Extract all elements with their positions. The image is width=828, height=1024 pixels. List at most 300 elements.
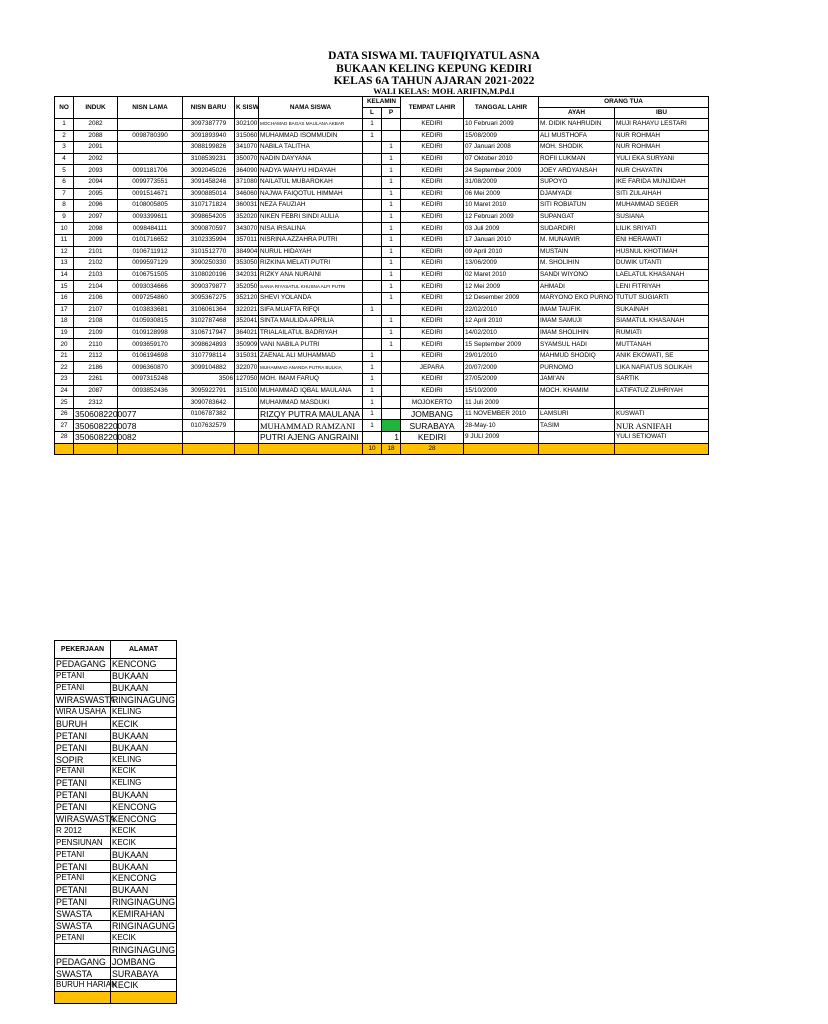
cell-ibu: SUKAINAH [615,304,709,316]
cell-nama: NISRINA AZZAHRA PUTRI [259,234,363,246]
cell-ibu: YULI EKA SURYANI [615,153,709,165]
cell-tgl: 10 Maret 2010 [464,200,539,212]
cell-induk: 2106 [74,292,118,304]
cell-tempat: KEDIRI [401,374,464,386]
cell-nama: NADIN DAYYANA [259,153,363,165]
cell-p: 1 [382,176,401,188]
total-p: 18 [382,443,401,455]
cell-ayah: TASIM [539,420,615,432]
table-row [55,397,709,409]
cell-alamat: BUKAAN [111,670,177,682]
table-row [55,777,177,789]
cell-l [363,165,382,177]
cell-induk: 2110 [74,339,118,351]
cell-ibu: NUR ASNIFAH [615,420,709,432]
col-orang-tua: ORANG TUA [539,97,709,108]
table-row [55,339,709,351]
table-row [55,825,177,837]
cell-ks [235,408,259,420]
table-row [55,801,177,813]
cell-ks: 352020 [235,211,259,223]
cell-ibu: RUMIATI [615,327,709,339]
cell-tgl: 9 JULI 2009 [464,432,539,444]
cell-no: 23 [55,374,74,386]
table-row [55,944,177,956]
cell-ibu: NUR ROHMAH [615,142,709,154]
cell-ibu: MUJI RAHAYU LESTARI [615,119,709,131]
cell-nisn-baru: 3506 [183,374,235,386]
side-footer-cell [111,991,177,1003]
cell-ayah: IMAM SHOLIHIN [539,327,615,339]
cell-tgl: 22/02/2010 [464,304,539,316]
cell-alamat: RINGINAGUNG [112,897,176,908]
cell-nisn-baru: 3095922791 [183,385,235,397]
cell-tempat: MOJOKERTO [401,397,464,409]
table-row [55,956,177,968]
cell-nisn-baru: 3098654205 [183,211,235,223]
cell-l [363,327,382,339]
cell-nisn-lama: 0101716652 [118,234,183,246]
cell-induk: 2095 [74,188,118,200]
cell-ks [235,432,259,444]
cell-ayah: SITI ROBIATUN [539,200,615,212]
total-empty-cell [55,443,74,455]
cell-l: 1 [363,130,382,142]
cell-tempat: KEDIRI [401,130,464,142]
cell-no: 15 [55,281,74,293]
cell-nisn-baru: 3090379877 [183,281,235,293]
cell-nisn-lama: 0097315248 [118,374,183,386]
cell-tgl: 15 September 2009 [464,339,539,351]
col-no: NO [55,97,74,119]
cell-nisn-lama: 0097254860 [118,292,183,304]
table-row [55,304,709,316]
table-row [55,223,709,235]
table-row [55,766,177,778]
cell-tgl: 12 April 2010 [464,316,539,328]
cell-nisn-lama: 0106711912 [118,246,183,258]
cell-no: 21 [55,350,74,362]
cell-tgl: 12 Mei 2009 [464,281,539,293]
table-row [55,281,709,293]
cell-ks: 352120 [235,292,259,304]
cell-l: 1 [363,304,382,316]
total-empty-cell [118,443,183,455]
cell-no: 9 [55,211,74,223]
col-alamat: ALAMAT [111,641,177,659]
col-k-sisw: K SISW [235,97,259,119]
cell-pekerjaan: PETANI [55,777,111,789]
cell-p: 1 [382,281,401,293]
cell-tgl: 06 Mei 2009 [464,188,539,200]
table-row [55,385,709,397]
cell-tgl: 27/05/2009 [464,374,539,386]
cell-nisn-lama: 0105930815 [118,316,183,328]
cell-l [363,200,382,212]
cell-tempat: KEDIRI [401,234,464,246]
table-row [55,670,177,682]
cell-p: 1 [382,339,401,351]
cell-l [363,246,382,258]
cell-no: 16 [55,292,74,304]
cell-pekerjaan: PETANI [55,742,111,754]
student-table [54,96,709,455]
cell-p [382,130,401,142]
cell-ks: 357011 [235,234,259,246]
cell-p: 1 [382,188,401,200]
cell-tgl: 17 Januari 2010 [464,234,539,246]
cell-nisn-baru: 3108020196 [183,269,235,281]
cell-no: 18 [55,316,74,328]
cell-nisn-baru: 3090885014 [183,188,235,200]
cell-nisn-baru: 3107798114 [183,350,235,362]
table-row [55,884,177,896]
cell-induk: 2097 [74,211,118,223]
cell-l [363,176,382,188]
cell-ayah: MARYONO EKO PURNO [539,292,615,304]
cell-ks: 341070 [235,142,259,154]
side-footer-cell [55,991,111,1003]
cell-ayah [539,397,615,409]
cell-no: 19 [55,327,74,339]
cell-ayah: MOCH. KHAMIM [539,385,615,397]
cell-l [363,234,382,246]
cell-ayah [539,432,615,444]
cell-tempat: KEDIRI [401,432,464,444]
cell-alamat: BUKAAN [111,789,177,801]
cell-p [382,420,401,432]
cell-nisn-baru: 3107171824 [183,200,235,212]
cell-induk: 2104 [74,281,118,293]
cell-tgl: 11 Juli 2009 [464,397,539,409]
table-row [55,350,709,362]
cell-pekerjaan: SOPIR [55,754,111,766]
cell-ayah: PURNOMO [539,362,615,374]
cell-ayah: M. SHOLIHIN [539,258,615,270]
cell-ks: 350909 [235,339,259,351]
cell-no: 11 [55,234,74,246]
cell-nama: MOH. IMAM FARUQ [259,374,363,386]
cell-no: 7 [55,188,74,200]
cell-ks [235,397,259,409]
cell-l: 1 [363,385,382,397]
cell-nisn-lama: 0108005805 [118,200,183,212]
total-empty-cell [74,443,118,455]
cell-nisn-baru: 3091893940 [183,130,235,142]
cell-ayah: IMAM TAUFIK [539,304,615,316]
table-row [55,188,709,200]
cell-ks: 352050 [235,281,259,293]
cell-l: 1 [363,408,382,420]
table-row [55,269,709,281]
class-year: KELAS 6A TAHUN AJARAN 2021-2022 [333,75,535,87]
cell-nisn-baru: 0106787382 [183,408,235,420]
cell-p [382,397,401,409]
cell-ayah: MOH. SHODIK [539,142,615,154]
cell-pekerjaan: PETANI [55,896,111,908]
table-row [55,362,709,374]
cell-ibu: ANIK EKOWATI, SE [615,350,709,362]
cell-alamat: KECIK [111,825,177,837]
cell-nama: MUHAMMAD RAMZANI [259,420,363,432]
side-footer-row [55,991,177,1003]
cell-p: 1 [382,292,401,304]
cell-no: 4 [55,153,74,165]
total-empty-cell [464,443,539,455]
cell-induk: 2093 [74,165,118,177]
cell-nisn-lama: 0109128998 [118,327,183,339]
homeroom-teacher: WALI KELAS: MOH. ARIFIN,M.Pd.I [373,86,515,96]
cell-ibu: NUR ROHMAH [615,130,709,142]
cell-p [382,408,401,420]
cell-pekerjaan: PETANI [55,730,111,742]
cell-tgl: 02 Maret 2010 [464,269,539,281]
col-kelamin: KELAMIN [363,97,401,108]
table-row [55,165,709,177]
cell-tempat: KEDIRI [401,211,464,223]
cell-tempat: JEPARA [401,362,464,374]
cell-tgl: 28-May-10 [464,420,539,432]
cell-nisn-lama: 0093852436 [118,385,183,397]
cell-ks: 360031 [235,200,259,212]
cell-alamat: KENCONG [111,801,177,813]
cell-ibu: TUTUT SUGIARTI [615,292,709,304]
cell-alamat: KENCONG [111,813,177,825]
cell-pekerjaan: PETANI [55,861,111,873]
cell-nisn-baru: 3102787468 [183,316,235,328]
cell-pekerjaan: SWASTA [55,908,111,920]
cell-p: 1 [382,258,401,270]
cell-nisn-baru: 3098624893 [183,339,235,351]
cell-p: 1 [382,234,401,246]
cell-no: 28 [55,432,74,444]
cell-tempat: KEDIRI [401,339,464,351]
cell-ks: 350070 [235,153,259,165]
cell-pekerjaan: PEDAGANG [55,956,111,968]
cell-p: 1 [382,246,401,258]
cell-nisn-baru: 3090783642 [183,397,235,409]
cell-alamat: KECIK [111,980,177,992]
table-row [55,718,177,730]
cell-nisn-lama: 0093034666 [118,281,183,293]
cell-nama: MUHAMMAD IQBAL MAULANA [259,385,363,397]
cell-no: 26 [55,408,74,420]
cell-alamat: KELING [111,706,177,718]
col-nisn-baru: NISN BARU [183,97,235,119]
total-empty-cell [183,443,235,455]
cell-nama: MOCHAMAD BAGAS MAULANA AKBAR [259,119,363,131]
cell-no: 17 [55,304,74,316]
cell-pekerjaan: PEDAGANG [55,659,111,671]
table-row [55,730,177,742]
cell-induk: 2099 [74,234,118,246]
cell-ibu [615,397,709,409]
cell-alamat: KENCONG [111,873,177,885]
cell-tgl: 09 April 2010 [464,246,539,258]
cell-nama: NAJWA FAIQOTUL HIMMAH [259,188,363,200]
school-address: BUKAAN KELING KEPUNG KEDIRI [336,63,532,75]
cell-no: 1 [55,119,74,131]
cell-p: 1 [382,269,401,281]
cell-nisn-lama: 0096360870 [118,362,183,374]
cell-ibu: LENI FITRIYAH [615,281,709,293]
cell-alamat: KECIK [111,718,177,730]
cell-ibu: LATIFATUZ ZUHRIYAH [615,385,709,397]
cell-l [363,432,382,444]
cell-p: 1 [382,316,401,328]
cell-tempat: JOMBANG [401,408,464,420]
cell-p [382,304,401,316]
table-row [55,374,709,386]
total-empty-cell [259,443,363,455]
cell-no: 25 [55,397,74,409]
cell-ayah: AHMADI [539,281,615,293]
cell-no: 27 [55,420,74,432]
table-row [55,659,177,671]
cell-tempat: KEDIRI [401,165,464,177]
table-row [55,873,177,885]
cell-nisn-baru: 3097387779 [183,119,235,131]
cell-induk: 2261 [74,374,118,386]
cell-no: 13 [55,258,74,270]
cell-nama: SINTA MAULIDA APRILIA [259,316,363,328]
cell-ks: 384904 [235,246,259,258]
cell-l [363,292,382,304]
cell-l: 1 [363,119,382,131]
cell-induk: 2082 [74,119,118,131]
cell-induk: 2186 [74,362,118,374]
table-row [55,789,177,801]
cell-p [382,119,401,131]
cell-nisn-baru: 3108539231 [183,153,235,165]
cell-ks: 371080 [235,176,259,188]
table-row [55,130,709,142]
cell-alamat: KECIK [111,837,177,849]
cell-alamat: JOMBANG [111,956,177,968]
cell-nama: NABILA TALITHA [259,142,363,154]
cell-ibu: YULI SETIOWATI [615,432,709,444]
cell-nisn-baru: 0107632579 [183,420,235,432]
cell-tempat: KEDIRI [401,316,464,328]
cell-tgl: 12 Februari 2009 [464,211,539,223]
total-empty-cell [615,443,709,455]
cell-ibu: SARTIK [615,374,709,386]
totals-row [55,443,709,455]
cell-ayah: LAMSURI [539,408,615,420]
table-row [55,980,177,992]
cell-no: 20 [55,339,74,351]
cell-ayah: IMAM SAMUJI [539,316,615,328]
school-title: DATA SISWA MI. TAUFIQIYATUL ASNA [328,50,540,62]
cell-tempat: KEDIRI [401,304,464,316]
cell-alamat: RINGINAGUNG [112,921,176,932]
col-ibu: IBU [615,108,709,119]
cell-nisn-lama [118,397,183,409]
cell-tempat: KEDIRI [401,246,464,258]
total-l: 10 [363,443,382,455]
cell-tgl: 10 Februari 2009 [464,119,539,131]
col-pekerjaan: PEKERJAAN [55,641,111,659]
table-row [55,153,709,165]
col-l: L [363,108,382,119]
total-empty-cell [235,443,259,455]
cell-ibu: KUSWATI [615,408,709,420]
total-all: 28 [401,443,464,455]
cell-nisn-lama: 0098484111 [118,223,183,235]
cell-p [382,385,401,397]
cell-induk: 2108 [74,316,118,328]
cell-alamat: BUKAAN [111,861,177,873]
cell-nisn-baru: 3091458246 [183,176,235,188]
cell-ks: 315031 [235,350,259,362]
cell-no: 6 [55,176,74,188]
cell-nama: RIZKY ANA NURAINI [259,269,363,281]
cell-alamat: BUKAAN [111,849,177,861]
cell-alamat: KENCONG [111,659,177,671]
cell-tgl: 29/01/2010 [464,350,539,362]
cell-l [363,269,382,281]
cell-tgl: 07 Januari 2008 [464,142,539,154]
cell-nisn-lama: 0093399611 [118,211,183,223]
cell-induk: 2088 [74,130,118,142]
cell-pekerjaan: PETANI [55,670,111,682]
cell-nisn-lama: 0098780390 [118,130,183,142]
cell-nisn-baru: 3101512770 [183,246,235,258]
cell-ayah: ROFII LUKMAN [539,153,615,165]
cell-l [363,258,382,270]
cell-induk: 2102 [74,258,118,270]
table-row [55,968,177,980]
cell-nisn-baru: 3106061364 [183,304,235,316]
cell-ks: 342031 [235,269,259,281]
col-nisn-lama: NISN LAMA [118,97,183,119]
table-row [55,694,177,706]
table-row [55,234,709,246]
cell-alamat: SURABAYA [111,968,177,980]
table-row [55,211,709,223]
cell-nama: NIKEN FEBRI SINDI AULIA [259,211,363,223]
table-row [55,258,709,270]
cell-no: 2 [55,130,74,142]
table-row [55,849,177,861]
cell-tgl: 24 September 2009 [464,165,539,177]
cell-alamat: KELING [111,777,177,789]
cell-nisn-lama [118,119,183,131]
cell-ks: 364021 [235,327,259,339]
cell-ks: 315100 [235,385,259,397]
cell-ks: 364090 [235,165,259,177]
cell-nama: NEZA FAUZIAH [259,200,363,212]
cell-tgl: 15/08/2009 [464,130,539,142]
col-ayah: AYAH [539,108,615,119]
cell-tempat: KEDIRI [401,269,464,281]
cell-nama: SHEVI YOLANDA [259,292,363,304]
cell-nama: MUHAMMAD ANANDA PUTRA BULKIA [259,362,363,374]
table-row [55,920,177,932]
cell-ayah: DJAMYADI [539,188,615,200]
col-tanggal-lahir: TANGGAL LAHIR [464,97,539,119]
cell-nisn-baru: 3088199826 [183,142,235,154]
cell-ayah: JOEY ARDYANSAH [539,165,615,177]
cell-ks: 127050 [235,374,259,386]
cell-pekerjaan: SWASTA [55,968,111,980]
cell-pekerjaan: BURUH HARIAN [56,980,117,990]
cell-ibu: NUR CHAYATIN [615,165,709,177]
table-row [55,432,709,444]
cell-p: 1 [382,142,401,154]
cell-ayah: SANDI WIYONO [539,269,615,281]
cell-l [363,211,382,223]
